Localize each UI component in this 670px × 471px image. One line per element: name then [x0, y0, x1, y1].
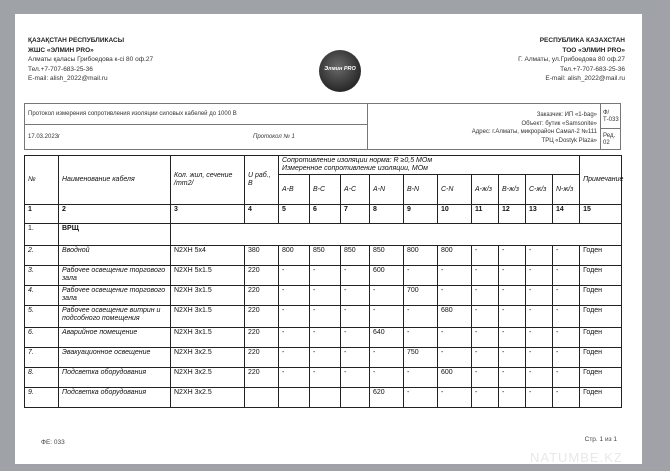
header-phase: С-ж/з: [526, 175, 553, 205]
resistance-value: -: [553, 246, 580, 266]
resistance-value: [279, 388, 310, 408]
section-name: ВРЩ: [59, 224, 171, 246]
footer-left: ФЕ: 033: [41, 439, 65, 446]
page-number: Стр. 1 из 1: [584, 436, 617, 443]
column-number: 5: [279, 205, 310, 224]
column-number: 2: [59, 205, 171, 224]
row-num: 9.: [25, 388, 59, 408]
resistance-value: 800: [404, 246, 438, 266]
header-phase: В-N: [404, 175, 438, 205]
header-phase: В-ж/з: [499, 175, 526, 205]
table-row: [25, 368, 622, 388]
voltage: [245, 388, 279, 408]
resistance-value: -: [553, 286, 580, 306]
logo-text: Элмин PRO: [324, 66, 356, 72]
resistance-value: -: [472, 306, 499, 328]
note: Годен: [580, 388, 622, 408]
resistance-value: 800: [279, 246, 310, 266]
table-row: [25, 246, 622, 266]
column-number: 8: [370, 205, 404, 224]
table-row: [25, 266, 622, 286]
row-num: 6.: [25, 328, 59, 348]
resistance-value: -: [553, 306, 580, 328]
voltage: 220: [245, 328, 279, 348]
cable-type: N2XH 3x2.5: [171, 348, 245, 368]
table-row: [25, 286, 622, 306]
resistance-value: -: [438, 388, 472, 408]
resistance-value: -: [472, 286, 499, 306]
cable-type: N2XH 3x1.5: [171, 328, 245, 348]
row-num: 3.: [25, 266, 59, 286]
table-row: [25, 328, 622, 348]
cable-name: Рабочее освещение торгового зала: [59, 286, 171, 306]
protocol-title: Протокол измерения сопротивления изоляции силовых кабелей до 1000 В: [28, 111, 237, 117]
mall: ТРЦ «Dostyk Plaza»: [541, 137, 597, 144]
header-phase: А-ж/з: [472, 175, 499, 205]
column-number: 7: [341, 205, 370, 224]
voltage: 220: [245, 306, 279, 328]
resistance-value: -: [499, 348, 526, 368]
section-empty: [171, 224, 622, 246]
resistance-value: -: [526, 246, 553, 266]
document-page: [15, 14, 642, 464]
resistance-value: 800: [438, 246, 472, 266]
resistance-value: -: [438, 286, 472, 306]
section-num: 1.: [25, 224, 59, 246]
header-right-country: РЕСПУБЛИКА КАЗАХСТАН: [539, 37, 625, 44]
resistance-value: -: [553, 328, 580, 348]
protocol-date: 17.03.2023г: [28, 134, 61, 140]
header-right-phone: Тел.+7-707-683-25-36: [560, 65, 625, 73]
voltage: 220: [245, 348, 279, 368]
resistance-value: -: [341, 266, 370, 286]
resistance-value: -: [553, 266, 580, 286]
resistance-value: -: [310, 348, 341, 368]
resistance-value: -: [279, 266, 310, 286]
table-row: [25, 348, 622, 368]
resistance-value: -: [499, 286, 526, 306]
voltage: 220: [245, 368, 279, 388]
header-left: [28, 36, 153, 84]
resistance-value: 700: [404, 286, 438, 306]
column-number: 4: [245, 205, 279, 224]
table-row: [25, 388, 622, 408]
resistance-value: -: [526, 306, 553, 328]
resistance-value: -: [553, 368, 580, 388]
resistance-value: -: [341, 328, 370, 348]
header-num: №: [25, 156, 59, 205]
header-cores: Кол. жил, сечение /mm2/: [171, 156, 245, 205]
resistance-value: -: [279, 368, 310, 388]
header-right-company: ТОО «ЭЛМИН PRO»: [562, 46, 625, 54]
resistance-value: -: [310, 266, 341, 286]
header-left-address: Алматы қаласы Грибоедова к-сі 80 оф.27: [28, 56, 154, 63]
resistance-value: 600: [438, 368, 472, 388]
note: Годен: [580, 306, 622, 328]
row-num: 8.: [25, 368, 59, 388]
cable-type: N2XH 5x1.5: [171, 266, 245, 286]
cable-type: N2XH 3x1.5: [171, 306, 245, 328]
header-note: Примечание: [580, 156, 622, 205]
column-number: 14: [553, 205, 580, 224]
cable-name: Вводной: [59, 246, 171, 266]
cable-name: Рабочее освещение витрин и подсобного помещения: [59, 306, 171, 328]
header-left-company: ЖШС «ЭЛМИН PRO»: [28, 46, 94, 54]
customer-box: [367, 103, 601, 150]
resistance-value: -: [472, 388, 499, 408]
header-name: Наименование кабеля: [59, 156, 171, 205]
resistance-value: -: [499, 388, 526, 408]
row-num: 5.: [25, 306, 59, 328]
protocol-number: Протокол № 1: [253, 134, 295, 140]
resistance-value: -: [499, 328, 526, 348]
voltage: 220: [245, 286, 279, 306]
column-number: 12: [499, 205, 526, 224]
resistance-value: -: [553, 348, 580, 368]
form-code-box: [600, 103, 621, 129]
resistance-value: -: [526, 266, 553, 286]
resistance-value: 640: [370, 328, 404, 348]
header-resistance-norm: Сопротивление изоляции норма: R ≥0,5 МОм: [282, 157, 433, 164]
resistance-value: 850: [370, 246, 404, 266]
resistance-value: -: [472, 246, 499, 266]
resistance-value: -: [553, 388, 580, 408]
note: Годен: [580, 368, 622, 388]
resistance-value: -: [404, 266, 438, 286]
resistance-value: [341, 388, 370, 408]
resistance-value: -: [310, 286, 341, 306]
row-num: 2.: [25, 246, 59, 266]
revision: Ред. 02: [603, 133, 616, 146]
cable-type: N2XH 3x2.5: [171, 368, 245, 388]
resistance-value: -: [472, 348, 499, 368]
header-left-phone: Тел.+7-707-683-25-36: [28, 65, 93, 73]
resistance-value: 850: [341, 246, 370, 266]
company-logo: [319, 50, 361, 92]
header-right-address: Г. Алматы, ул.Грибоедова 80 оф.27: [518, 56, 625, 63]
header-phase: А-В: [279, 175, 310, 205]
resistance-value: 620: [370, 388, 404, 408]
resistance-value: [310, 388, 341, 408]
note: Годен: [580, 266, 622, 286]
resistance-value: -: [472, 266, 499, 286]
resistance-value: -: [341, 348, 370, 368]
resistance-value: -: [370, 306, 404, 328]
cable-name: Аварийное помещение: [59, 328, 171, 348]
resistance-value: -: [438, 348, 472, 368]
protocol-date-box: [24, 124, 368, 150]
object: Объект: бутик «Samsonite»: [521, 120, 597, 127]
header-resistance-measured: Измеренное сопротивление изоляции, МОм: [282, 165, 428, 172]
resistance-value: -: [310, 368, 341, 388]
resistance-value: -: [499, 368, 526, 388]
cable-type: N2XH 3x1.5: [171, 286, 245, 306]
resistance-value: -: [526, 348, 553, 368]
watermark: NATUMBE.KZ: [530, 450, 623, 465]
resistance-value: -: [370, 348, 404, 368]
column-number: 9: [404, 205, 438, 224]
resistance-value: -: [404, 328, 438, 348]
customer: Заказчик: ИП «1-bag»: [536, 112, 597, 118]
resistance-value: -: [438, 266, 472, 286]
column-number: 15: [580, 205, 622, 224]
header-right: [518, 36, 625, 84]
note: Годен: [580, 328, 622, 348]
header-phase: А-С: [341, 175, 370, 205]
resistance-value: -: [404, 306, 438, 328]
header-phase: А-N: [370, 175, 404, 205]
measurements-table: [24, 155, 622, 408]
resistance-value: -: [472, 368, 499, 388]
column-number: 3: [171, 205, 245, 224]
resistance-value: -: [279, 328, 310, 348]
resistance-value: -: [279, 348, 310, 368]
resistance-value: -: [526, 388, 553, 408]
resistance-value: -: [341, 286, 370, 306]
note: Годен: [580, 286, 622, 306]
column-number: 1: [25, 205, 59, 224]
cable-type: N2XH 3x2.5: [171, 388, 245, 408]
resistance-value: -: [279, 306, 310, 328]
header-voltage: U раб., В: [245, 156, 279, 205]
revision-box: [600, 128, 621, 150]
resistance-value: -: [370, 286, 404, 306]
resistance-value: -: [438, 328, 472, 348]
header-phase: С-N: [438, 175, 472, 205]
header-resistance: [279, 156, 580, 175]
cable-name: Подсветка оборудования: [59, 368, 171, 388]
resistance-value: -: [526, 368, 553, 388]
cable-name: Эвакуационное освещение: [59, 348, 171, 368]
header-phase: N-ж/з: [553, 175, 580, 205]
header-left-email: E-mail: alish_2022@mail.ru: [28, 75, 108, 82]
resistance-value: -: [404, 388, 438, 408]
resistance-value: -: [472, 328, 499, 348]
header-phase: В-С: [310, 175, 341, 205]
resistance-value: -: [404, 368, 438, 388]
resistance-value: -: [370, 368, 404, 388]
resistance-value: 680: [438, 306, 472, 328]
resistance-value: -: [499, 246, 526, 266]
protocol-title-box: [24, 103, 368, 125]
header-left-country: ҚАЗАҚСТАН РЕСПУБЛИКАСЫ: [28, 37, 125, 44]
voltage: 220: [245, 266, 279, 286]
voltage: 380: [245, 246, 279, 266]
column-number: 10: [438, 205, 472, 224]
resistance-value: 600: [370, 266, 404, 286]
resistance-value: 850: [310, 246, 341, 266]
resistance-value: 750: [404, 348, 438, 368]
column-number: 6: [310, 205, 341, 224]
form-code: Ф/Т-033: [603, 110, 619, 123]
resistance-value: -: [310, 306, 341, 328]
resistance-value: -: [310, 328, 341, 348]
note: Годен: [580, 246, 622, 266]
cable-name: Рабочее освещение торгового зала: [59, 266, 171, 286]
resistance-value: -: [499, 306, 526, 328]
cable-type: N2XH 5x4: [171, 246, 245, 266]
resistance-value: -: [341, 368, 370, 388]
resistance-value: -: [526, 286, 553, 306]
resistance-value: -: [499, 266, 526, 286]
cable-name: Подсветка оборудования: [59, 388, 171, 408]
row-num: 7.: [25, 348, 59, 368]
column-number: 13: [526, 205, 553, 224]
resistance-value: -: [526, 328, 553, 348]
resistance-value: -: [279, 286, 310, 306]
note: Годен: [580, 348, 622, 368]
column-number: 11: [472, 205, 499, 224]
table-row: [25, 306, 622, 328]
header-right-email: E-mail: alish_2022@mail.ru: [545, 75, 625, 82]
address: Адрес: г.Алматы, микрорайон Самал-2 №111: [471, 129, 597, 135]
resistance-value: -: [341, 306, 370, 328]
row-num: 4.: [25, 286, 59, 306]
